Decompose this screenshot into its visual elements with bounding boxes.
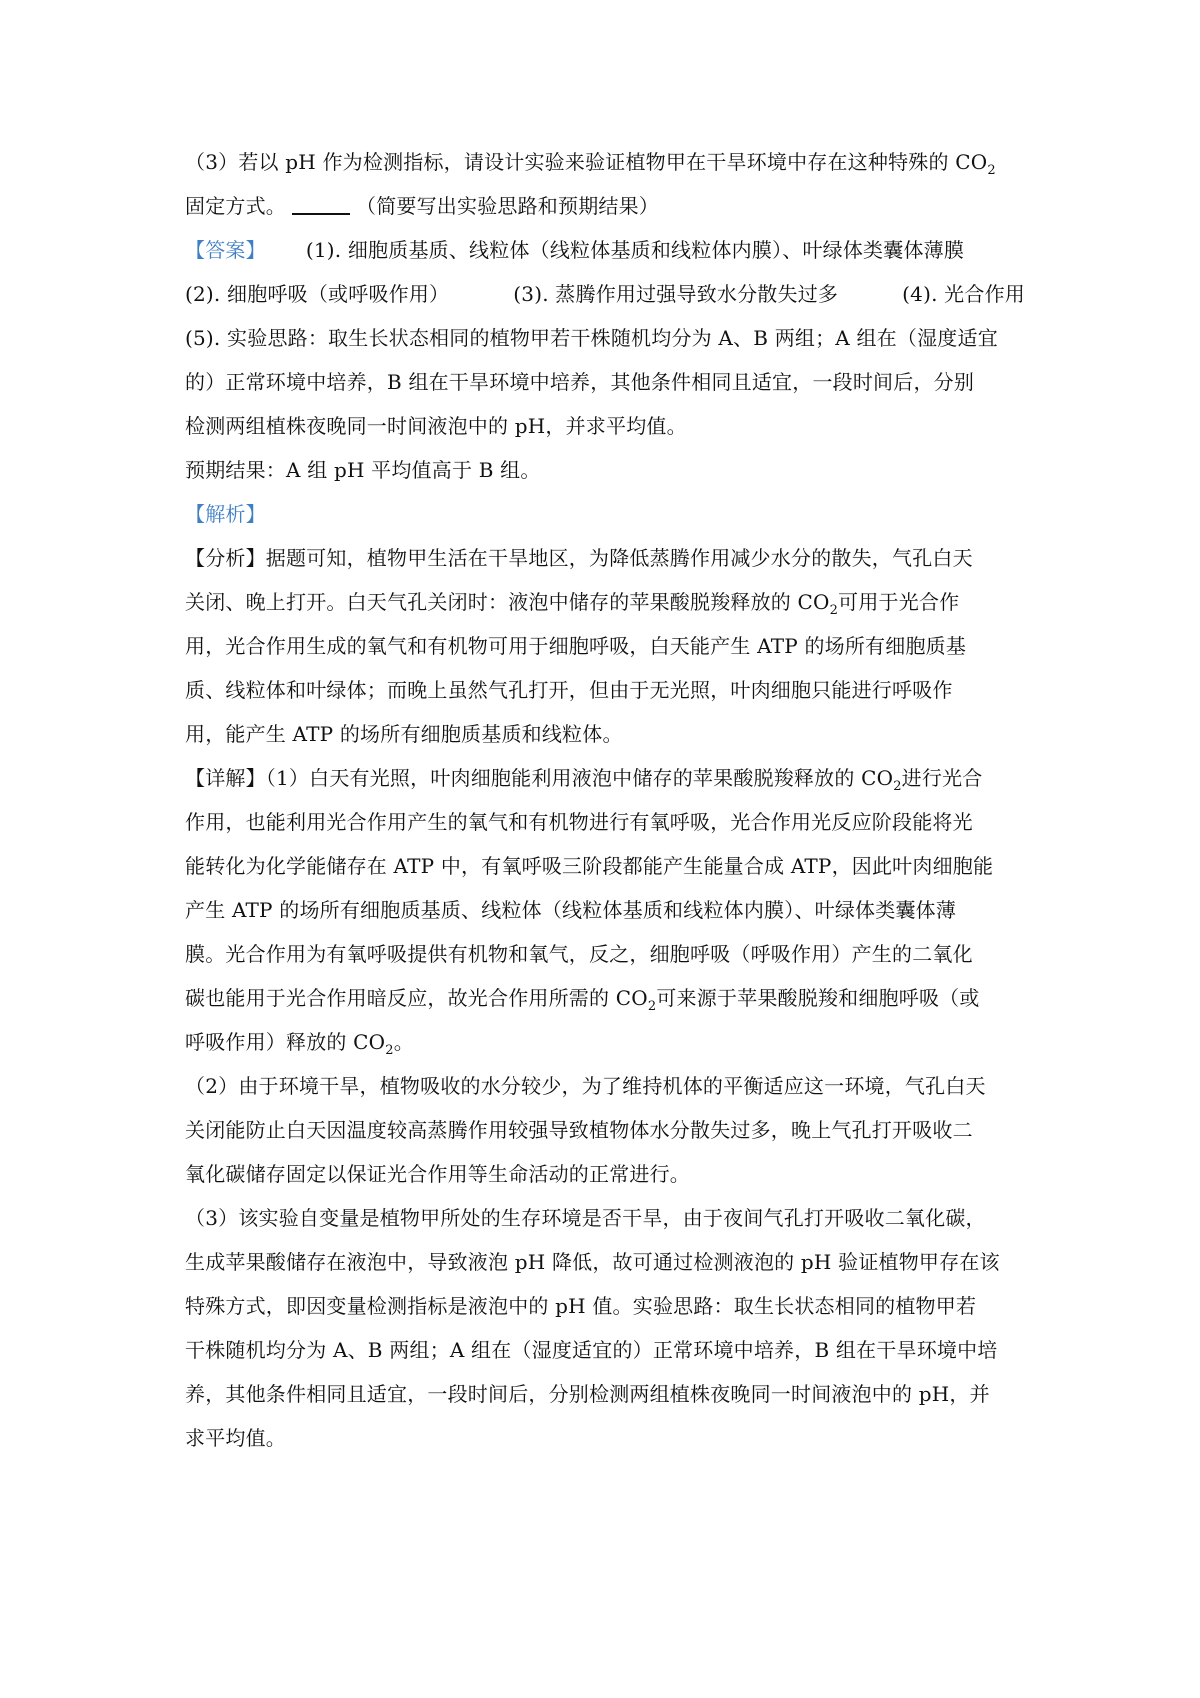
analysis-para-1-line-5: 用，能产生 ATP 的场所有细胞质基质和线粒体。 xyxy=(185,722,623,746)
analysis-tag: 【解析】 xyxy=(185,502,266,526)
analysis-para-1-line-3: 用，光合作用生成的氧气和有机物可用于细胞呼吸，白天能产生 ATP 的场所有细胞质基 xyxy=(185,634,967,658)
detail-para-2-line-2: 关闭能防止白天因温度较高蒸腾作用较强导致植物体水分散失过多，晚上气孔打开吸收二 xyxy=(185,1118,973,1142)
detail-para-3-line-6: 求平均值。 xyxy=(185,1426,286,1450)
question-3-line-2: 固定方式。 （简要写出实验思路和预期结果） xyxy=(185,194,659,218)
detail-para-1-line-7: 呼吸作用）释放的 $CO_2$。 xyxy=(185,1030,414,1058)
answer-item-3: (3). 蒸腾作用过强导致水分散失过多 xyxy=(513,282,839,306)
answer-item-5-line-3: 检测两组植株夜晚同一时间液泡中的 pH，并求平均值。 xyxy=(185,414,687,438)
question-3-line-1: （3）若以 pH 作为检测指标，请设计实验来验证植物甲在干旱环境中存在这种特殊的 $CO_2$ xyxy=(185,150,996,178)
analysis-para-1-line-1: 【分析】据题可知，植物甲生活在干旱地区，为降低蒸腾作用减少水分的散失，气孔白天 xyxy=(185,546,973,570)
page-body xyxy=(185,146,1025,1454)
answer-blank xyxy=(292,193,350,215)
answer-line-1 xyxy=(185,234,1025,266)
answer-item-2: (2). 细胞呼吸（或呼吸作用） xyxy=(185,282,450,306)
detail-para-2-line-3: 氧化碳储存固定以保证光合作用等生命活动的正常进行。 xyxy=(185,1162,690,1186)
analysis-para-1-line-4: 质、线粒体和叶绿体；而晚上虽然气孔打开，但由于无光照，叶肉细胞只能进行呼吸作 xyxy=(185,678,953,702)
detail-para-1-line-4: 产生 ATP 的场所有细胞质基质、线粒体（线粒体基质和线粒体内膜）、叶绿体类囊体薄 xyxy=(185,898,957,922)
answer-item-4: (4). 光合作用 xyxy=(902,282,1025,306)
detail-para-3-line-1: （3）该实验自变量是植物甲所处的生存环境是否干旱，由于夜间气孔打开吸收二氧化碳， xyxy=(185,1206,986,1230)
detail-para-1-line-5: 膜。光合作用为有氧呼吸提供有机物和氧气，反之，细胞呼吸（呼吸作用）产生的二氧化 xyxy=(185,942,973,966)
detail-para-1-line-2: 作用，也能利用光合作用产生的氧气和有机物进行有氧呼吸，光合作用光反应阶段能将光 xyxy=(185,810,973,834)
detail-para-3-line-4: 干株随机均分为 A、B 两组；A 组在（湿度适宜的）正常环境中培养，B 组在干旱环境中培 xyxy=(185,1338,998,1362)
detail-para-2-line-1: （2）由于环境干旱，植物吸收的水分较少，为了维持机体的平衡适应这一环境，气孔白天 xyxy=(185,1074,986,1098)
answer-item-5-line-1: (5). 实验思路：取生长状态相同的植物甲若干株随机均分为 A、B 两组；A 组在（湿度适宜 xyxy=(185,326,998,350)
analysis-para-1-line-2: 关闭、晚上打开。白天气孔关闭时：液泡中储存的苹果酸脱羧释放的 $CO_2$可用于光合作 xyxy=(185,590,960,618)
detail-para-1-line-6: 碳也能用于光合作用暗反应，故光合作用所需的 $CO_2$可来源于苹果酸脱羧和细胞呼吸（或 xyxy=(185,986,980,1014)
answer-item-1: (1). 细胞质基质、线粒体（线粒体基质和线粒体内膜）、叶绿体类囊体薄膜 xyxy=(305,238,965,262)
detail-para-1-line-1: 【详解】（1）白天有光照，叶肉细胞能利用液泡中储存的苹果酸脱羧释放的 $CO_2$进行光合 xyxy=(185,766,983,794)
detail-para-1-line-3: 能转化为化学能储存在 ATP 中，有氧呼吸三阶段都能产生能量合成 ATP，因此叶肉细胞能 xyxy=(185,854,994,878)
detail-para-3-line-3: 特殊方式，即因变量检测指标是液泡中的 pH 值。实验思路：取生长状态相同的植物甲若 xyxy=(185,1294,977,1318)
expected-result: 预期结果：A 组 pH 平均值高于 B 组。 xyxy=(185,458,541,482)
answer-item-5-line-2: 的）正常环境中培养，B 组在干旱环境中培养，其他条件相同且适宜，一段时间后，分别 xyxy=(185,370,975,394)
detail-para-3-line-5: 养，其他条件相同且适宜，一段时间后，分别检测两组植株夜晚同一时间液泡中的 pH，并 xyxy=(185,1382,990,1406)
answer-line-2 xyxy=(185,278,1025,310)
answer-tag: 【答案】 xyxy=(185,238,266,262)
detail-para-3-line-2: 生成苹果酸储存在液泡中，导致液泡 pH 降低，故可通过检测液泡的 pH 验证植物甲存在该 xyxy=(185,1250,1000,1274)
